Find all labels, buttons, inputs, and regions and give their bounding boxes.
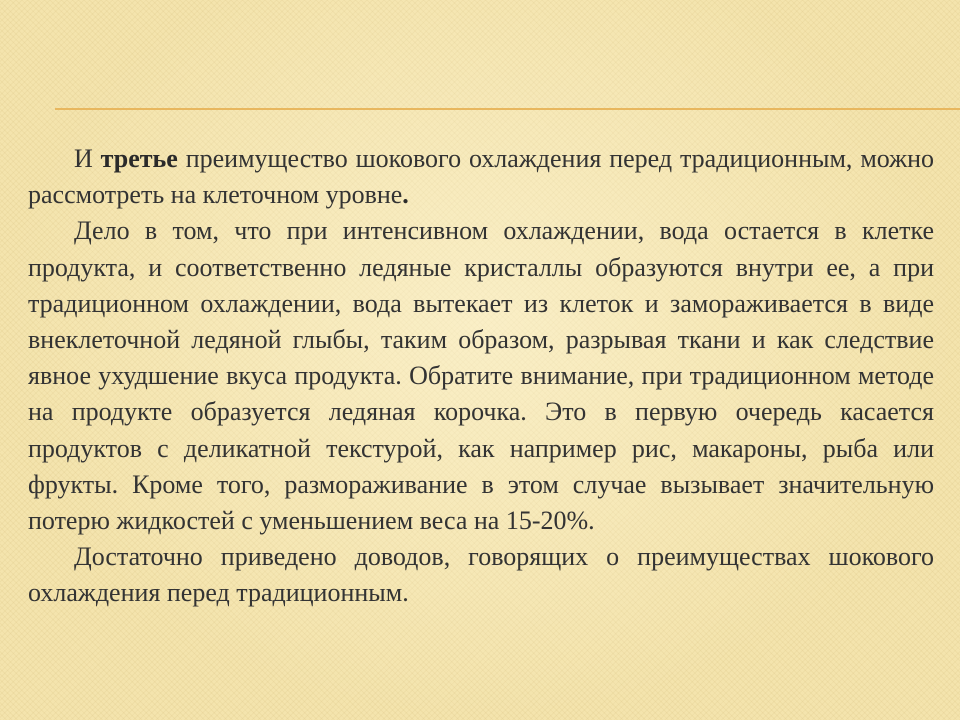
paragraph-1	[28, 141, 934, 213]
paragraph-3: Достаточно приведено доводов, говорящих о преимуществах шокового охлаждения перед традиционным.	[28, 542, 934, 608]
paragraph-1-end-period: .	[402, 180, 409, 210]
slide-body-text	[28, 141, 934, 612]
paragraph-1-bold-word: третье	[100, 144, 178, 173]
paragraph-1-rest: преимущество шокового охлаждения перед традиционным, можно рассмотреть на клеточном уровне	[28, 144, 934, 210]
paragraph-1-lead: И	[74, 144, 101, 173]
paragraph-2: Дело в том, что при интенсивном охлаждении, вода остается в клетке продукта, и соответственно ледяные кристаллы образуются внутри ее, а при традиционном охлаждении, вода вытекает из клеток и замораживается в виде внеклеточной ледяной глыбы, таким образом, разрывая ткани и как следствие явное ухудшение вкуса продукта. Обратите внимание, при традиционном методе на продукте образуется ледяная корочка. Это в первую очередь касается продуктов с деликатной текстурой, как например рис, макароны, рыба или фрукты. Кроме того, размораживание в этом случае вызывает значительную потерю жидкостей с уменьшением веса на 15-20%.	[28, 216, 934, 536]
title-divider-line	[55, 108, 960, 110]
